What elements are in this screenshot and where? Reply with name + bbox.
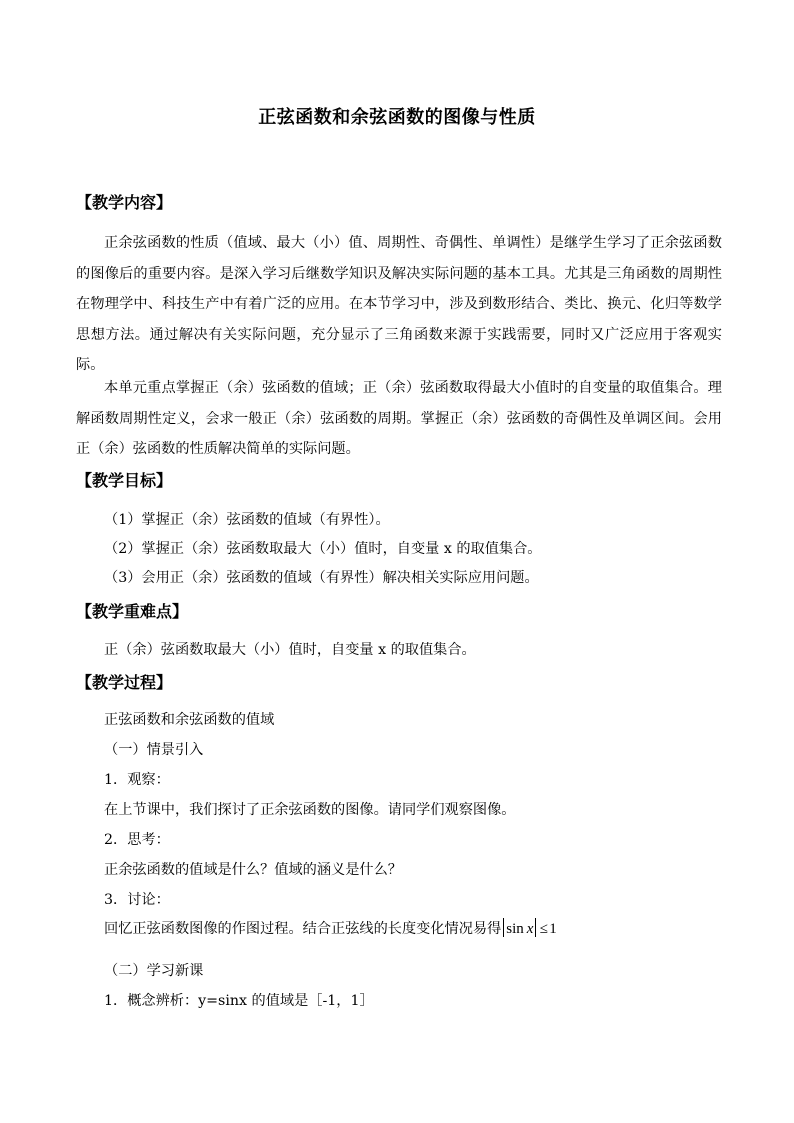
concept-text: 1．概念辨析：y=sinx 的值域是［-1，1］ [104, 993, 374, 1009]
observe-text: 在上节课中，我们探讨了正余弦函数的图像。请同学们观察图像。 [104, 802, 516, 818]
process-topic: 正弦函数和余弦函数的值域 [104, 712, 275, 728]
discuss-line [104, 918, 557, 938]
sine-bound-formula [501, 921, 556, 937]
abs-bar-left [503, 918, 504, 937]
discuss-text: 回忆正弦函数图像的作图过程。结合正弦线的长度变化情况易得 [104, 921, 502, 937]
observe-label: 1．观察： [104, 772, 170, 788]
think-label: 2．思考： [104, 832, 170, 848]
heading-teaching-process: 【教学过程】 [76, 673, 173, 692]
goal-item: （1）掌握正（余）弦函数的值域（有界性）。 [104, 512, 390, 528]
think-text: 正余弦函数的值域是什么？值域的涵义是什么？ [104, 862, 402, 878]
formula-variable: x [526, 921, 534, 937]
formula-bound: 1 [549, 921, 557, 937]
key-points-text: 正（余）弦函数取最大（小）值时，自变量 x 的取值集合。 [104, 642, 476, 658]
formula-function: sin [506, 921, 524, 937]
paragraph-content-2: 本单元重点掌握正（余）弦函数的值域；正（余）弦函数取得最大小值时的自变量的取值集合。理解函数周期性定义，会求一般正（余）弦函数的周期。掌握正（余）弦函数的奇偶性及单调区间。会用正（余）弦函数的性质解决简单的实际问题。 [76, 380, 722, 457]
paragraph-content-1: 正余弦函数的性质（值域、最大（小）值、周期性、奇偶性、单调性）是继学生学习了正余弦函数的图像后的重要内容。是深入学习后继数学知识及解决实际问题的基本工具。尤其是三角函数的周期性在物理学中、科技生产中有着广泛的应用。在本节学习中，涉及到数形结合、类比、换元、化归等数学思想方法。通过解决有关实际问题，充分显示了三角函数来源于实践需要，同时又广泛应用于客观实际。 [76, 235, 722, 373]
heading-key-points: 【教学重难点】 [76, 602, 189, 621]
discuss-label: 3．讨论： [104, 892, 170, 908]
goal-item: （2）掌握正（余）弦函数取最大（小）值时，自变量 x 的取值集合。 [104, 541, 542, 557]
goal-item: （3）会用正（余）弦函数的值域（有界性）解决相关实际应用问题。 [104, 570, 539, 586]
process-part-2: （二）学习新课 [104, 963, 204, 979]
formula-relation: ≤ [539, 921, 548, 937]
heading-teaching-content: 【教学内容】 [76, 193, 173, 212]
abs-bar-right [535, 918, 536, 937]
heading-teaching-goals: 【教学目标】 [76, 471, 173, 490]
process-part-1: （一）情景引入 [104, 742, 204, 758]
document-title: 正弦函数和余弦函数的图像与性质 [258, 107, 536, 128]
